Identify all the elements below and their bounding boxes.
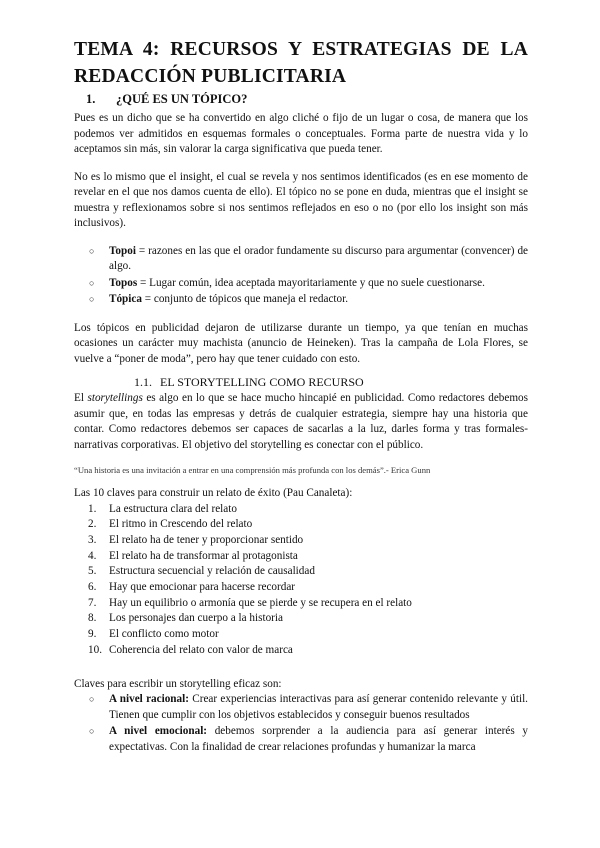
paragraph-storytelling: El storytellings es algo en lo que se hace mucho hincapié en publicidad. Como redactores debemos asumir que, en todas las empresas y detrás de cualquier estrategia, siempre hay una historia que contar. Como redactores debemos ser capaces de sacarlas a la luz, darles forma y tras formales- narrativas corporativas. El objetivo del storytelling es conectar con el público. bbox=[74, 392, 529, 451]
document-page bbox=[74, 36, 528, 756]
section-heading-1-1 bbox=[134, 374, 528, 390]
list-item: 3. El relato ha de tener y proporcionar sentido bbox=[88, 533, 304, 546]
term: Tópica bbox=[109, 293, 142, 305]
circle-bullet-icon: ○ bbox=[89, 277, 95, 288]
paragraph-topicos-publicidad: Los tópicos en publicidad dejaron de utilizarse durante un tiempo, ya que tenían en muchas ocasiones un carácter muy machista (anuncio de Heineken). Tras la campaña de Lola Flores, se vuelve a “poner de moda”, pero hay que tener cuidado con esto. bbox=[74, 321, 528, 365]
list-item: 4. El relato ha de transformar al protagonista bbox=[88, 549, 298, 562]
list-item: ○ A nivel racional: Crear experiencias interactivas para así generar contenido relevante y útil. Tienen que cumplir con los objetivos establecidos y conseguir buenos resultados bbox=[89, 693, 528, 721]
circle-bullet-icon: ○ bbox=[89, 726, 95, 737]
terms-list bbox=[74, 244, 528, 308]
italic-term: storytellings bbox=[87, 392, 143, 404]
term: Topos bbox=[109, 276, 138, 289]
section-title: EL STORYTELLING COMO RECURSO bbox=[160, 375, 364, 389]
list-item: ○ A nivel emocional: debemos sorprender a la audiencia para así generar interés y expectativas. Con la finalidad de crear relaciones profundas y humanizar la marca bbox=[89, 725, 528, 753]
eficaz-list bbox=[74, 692, 528, 755]
term-definition: = conjunto de tópicos que maneja el redactor. bbox=[141, 293, 349, 305]
circle-bullet-icon: ○ bbox=[89, 245, 95, 256]
term: A nivel racional: bbox=[109, 693, 189, 706]
list-item: 6. Hay que emocionar para hacerse recordar bbox=[88, 581, 296, 594]
list-item: 7. Hay un equilibrio o armonía que se pierde y se recupera en el relato bbox=[88, 596, 412, 609]
circle-bullet-icon: ○ bbox=[89, 294, 95, 304]
page-title: TEMA 4: RECURSOS Y ESTRATEGIAS DE LA REDACCIÓN PUBLICITARIA bbox=[74, 39, 528, 87]
claves-list bbox=[74, 502, 528, 659]
term: A nivel emocional: bbox=[109, 725, 208, 738]
eficaz-intro: Claves para escribir un storytelling eficaz son: bbox=[74, 677, 282, 690]
section-title: ¿QUÉ ES UN TÓPICO? bbox=[116, 92, 248, 106]
section-number: 1. bbox=[86, 92, 96, 106]
list-item bbox=[74, 244, 528, 275]
list-item: 9. El conflicto como motor bbox=[88, 628, 219, 641]
section-number: 1.1. bbox=[134, 375, 152, 389]
paragraph-insight: No es lo mismo que el insight, el cual se revela y nos sentimos identificados (es en ese momento de revelar en el que nos damos cuenta de ello). El tópico no se pone en duda, mientras que el insight se muestra y reflexionamos sobre si nos sentimos reflejados en eso o no (por ello los insight son más inclusivos). bbox=[74, 170, 528, 229]
list-item bbox=[74, 276, 528, 292]
list-item bbox=[74, 292, 528, 308]
list-item: 5. Estructura secuencial y relación de causalidad bbox=[88, 565, 315, 578]
term: Topoi bbox=[109, 244, 136, 257]
list-item: 10. Coherencia del relato con valor de marca bbox=[88, 643, 293, 656]
paragraph-definition: Pues es un dicho que se ha convertido en algo cliché o fijo de un lugar o cosa, de manera que los podemos ver admitidos en esquemas formales o conceptuales. Forma parte de nuestra vida y lo aceptamos sin más, sin valorar la carga significativa que pueda tener. bbox=[74, 112, 528, 155]
list-item: 8. Los personajes dan cuerpo a la historia bbox=[88, 612, 283, 625]
term-definition: = razones en las que el orador fundamente su discurso para argumentar (convencer) de algo. bbox=[109, 244, 528, 272]
section-heading-1 bbox=[86, 91, 528, 107]
list-item: 1. La estructura clara del relato bbox=[88, 502, 237, 515]
claves-intro: Las 10 claves para construir un relato de éxito (Pau Canaleta): bbox=[74, 487, 353, 499]
list-item: 2. El ritmo in Crescendo del relato bbox=[88, 518, 253, 531]
circle-bullet-icon: ○ bbox=[89, 694, 95, 705]
term-definition: = Lugar común, idea aceptada mayoritariamente y que no suele cuestionarse. bbox=[137, 276, 485, 289]
quote: “Una historia es una invitación a entrar en una comprensión más profunda con los demás”.- Erica Gunn bbox=[74, 465, 431, 475]
